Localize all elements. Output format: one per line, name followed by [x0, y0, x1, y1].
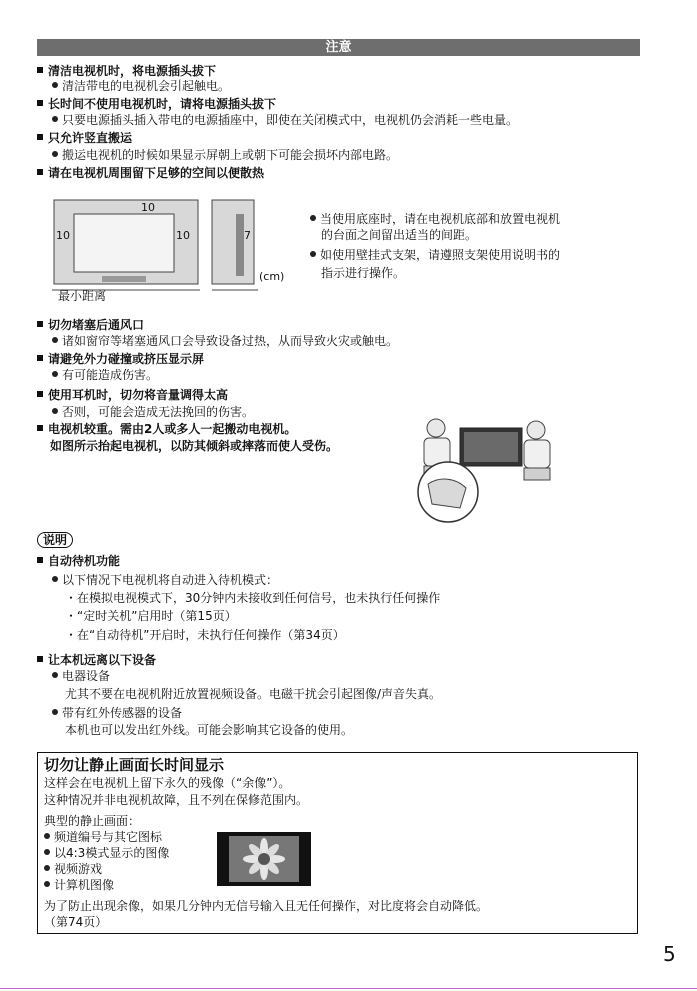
page-number: 5	[663, 942, 676, 966]
caution-heading-unplug: 长时间不使用电视机时，请将电源插头拔下	[37, 97, 276, 111]
notes-label: 说明	[37, 532, 73, 548]
still-image-footer2: （第74页）	[44, 915, 108, 929]
auto-standby-heading: 自动待机功能	[37, 554, 120, 568]
clearance-top: 10	[141, 201, 155, 214]
caution-detail-cleaning: 清洁带电的电视机会引起触电。	[52, 79, 230, 93]
still-image-item: 视频游戏	[44, 862, 102, 876]
caution-detail-upright: 搬运电视机的时候如果显示屏朝上或朝下可能会损坏内部电路。	[52, 148, 398, 162]
caution-heading-upright: 只允许竖直搬运	[37, 131, 132, 145]
still-image-item: 以4:3模式显示的图像	[44, 846, 169, 860]
still-image-item: 频道编号与其它图标	[44, 830, 162, 844]
caution-heading-headphones: 使用耳机时，切勿将音量调得太高	[37, 388, 228, 402]
caution-detail-unplug: 只要电源插头插入带电的电源插座中，即使在关闭模式中，电视机仍会消耗一些电量。	[52, 113, 518, 127]
still-image-footer1: 为了防止出现余像，如果几分钟内无信号输入且无任何操作，对比度将会自动降低。	[44, 899, 489, 913]
clearance-note-2: 如使用壁挂式支架，请遵照支架使用说明书的	[310, 248, 560, 262]
clearance-unit: (cm)	[259, 270, 285, 283]
carry-warning-line1: 电视机较重。需由2人或多人一起搬动电视机。	[37, 422, 296, 436]
still-image-typical: 典型的静止画面：	[44, 814, 141, 828]
still-image-line2: 这种情况并非电视机故障，且不列在保修范围内。	[44, 793, 309, 807]
auto-standby-item: ・“定时关机”启用时（第15页）	[65, 609, 237, 623]
auto-standby-intro: 以下情况下电视机将自动进入待机模式：	[52, 573, 278, 587]
clearance-right: 10	[176, 229, 190, 242]
section-header: 注意	[37, 39, 640, 56]
bottom-rule	[0, 988, 697, 989]
caution-heading-cleaning: 清洁电视机时，将电源插头拔下	[37, 64, 216, 78]
keep-away-heading: 让本机远离以下设备	[37, 653, 156, 667]
still-image-line1: 这样会在电视机上留下永久的残像（“余像”）。	[44, 776, 291, 790]
caution-heading-ventilation: 请在电视机周围留下足够的空间以便散热	[37, 166, 264, 180]
caution-detail-pressure: 有可能造成伤害。	[52, 368, 158, 382]
keep-away-item-desc: 尤其不要在电视机附近放置视频设备。电磁干扰会引起图像/声音失真。	[65, 687, 442, 701]
caution-detail-vent-block: 诸如窗帘等堵塞通风口会导致设备过热，从而导致火灾或触电。	[52, 334, 398, 348]
clearance-note-1: 当使用底座时，请在电视机底部和放置电视机	[310, 212, 560, 226]
still-image-item: 计算机图像	[44, 878, 114, 892]
carry-illustration	[410, 410, 560, 525]
keep-away-item-title: 带有红外传感器的设备	[52, 706, 182, 720]
clearance-note-2-cont: 指示进行操作。	[321, 266, 406, 280]
still-image-title: 切勿让静止画面长时间显示	[44, 756, 225, 774]
caution-detail-headphones: 否则，可能会造成无法挽回的伤害。	[52, 405, 254, 419]
caution-heading-vent-block: 切勿堵塞后通风口	[37, 318, 144, 332]
auto-standby-item: ・在“自动待机”开启时，未执行任何操作（第34页）	[65, 628, 345, 642]
keep-away-item-title: 电器设备	[52, 669, 110, 683]
keep-away-item-desc: 本机也可以发出红外线。可能会影响其它设备的使用。	[65, 723, 354, 737]
clearance-note-1-cont: 的台面之间留出适当的间距。	[321, 228, 478, 242]
clearance-side: 7	[244, 229, 251, 242]
caution-heading-pressure: 请避免外力碰撞或挤压显示屏	[37, 352, 204, 366]
auto-standby-item: ・在模拟电视模式下，30分钟内未接收到任何信号，也未执行任何操作	[65, 591, 441, 605]
clearance-caption: 最小距离	[58, 289, 107, 303]
still-image-thumbnail	[217, 832, 311, 886]
carry-warning-line2: 如图所示抬起电视机，以防其倾斜或摔落而使人受伤。	[50, 439, 339, 453]
clearance-left: 10	[56, 229, 70, 242]
